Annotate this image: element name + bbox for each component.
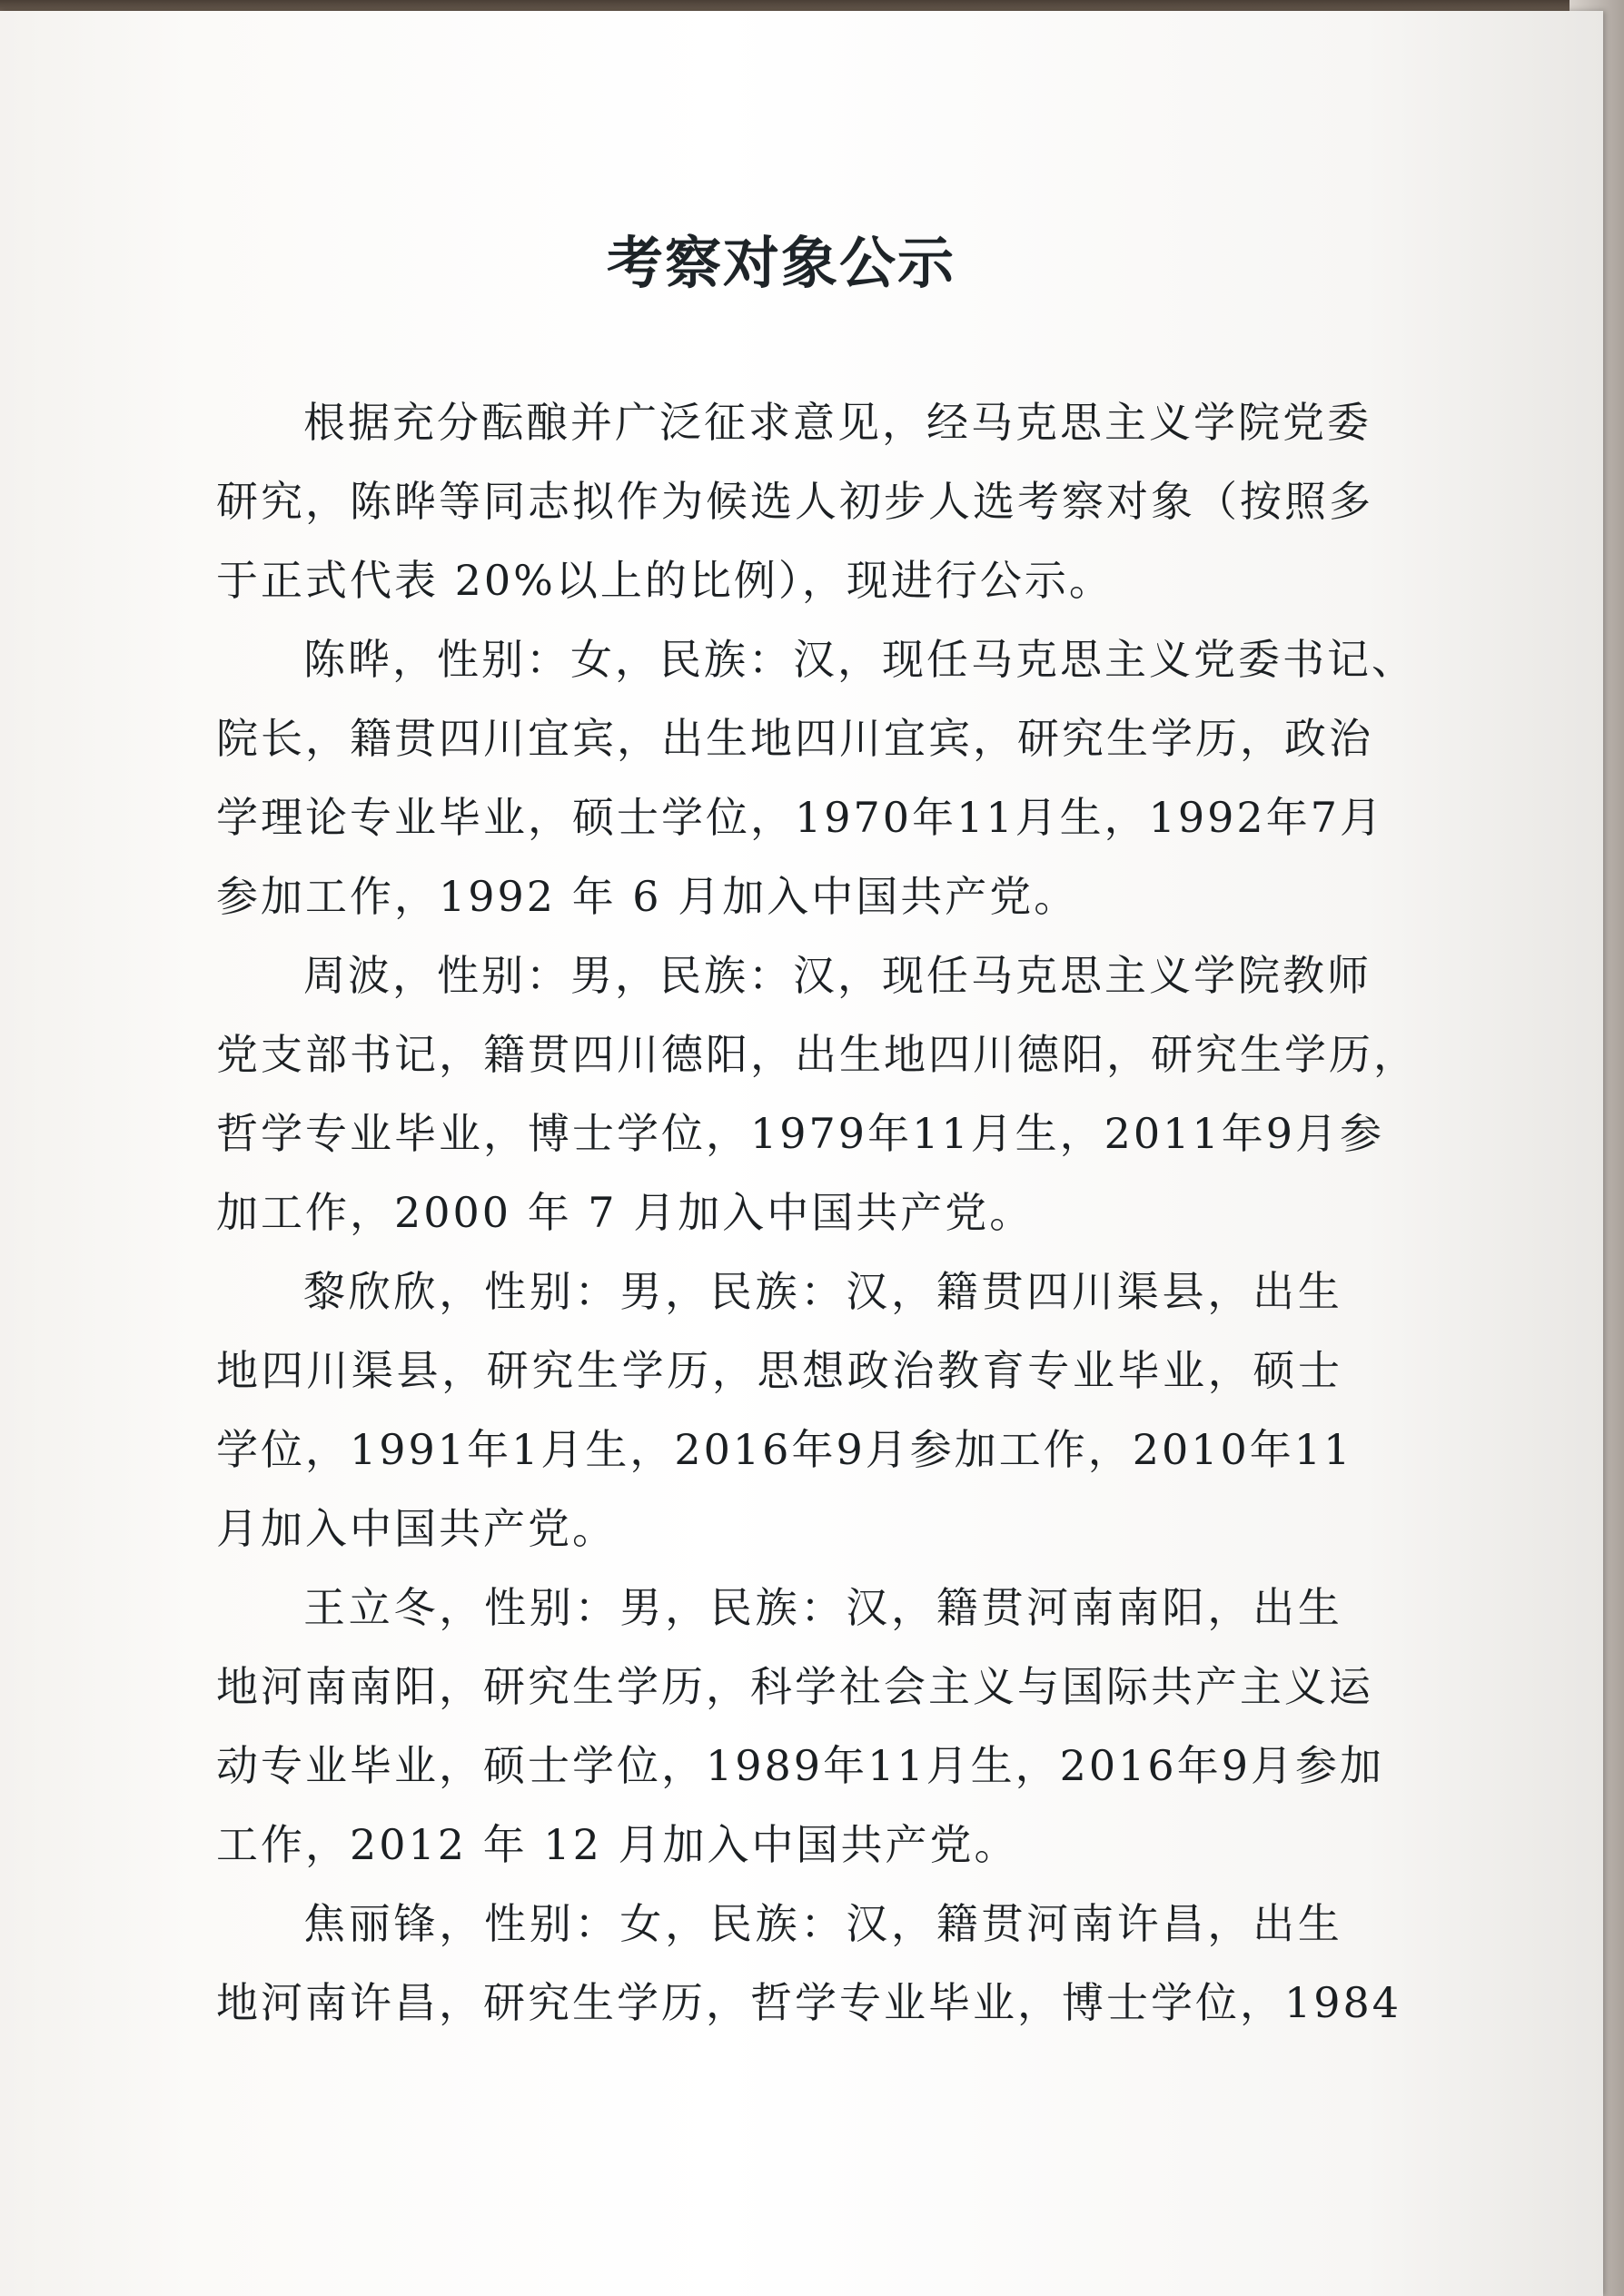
- page-title: 考察对象公示: [606, 230, 956, 296]
- text-line: 月加入中国共产党。: [216, 1504, 617, 1553]
- text-line: 焦 丽 锋 ， 性 别 ： 女 ， 民 族 ： 汉 ， 籍 贯 河 南 许 昌 ， 出 生: [303, 1899, 1342, 1948]
- text-line: 王 立 冬 ， 性 别 ： 男 ， 民 族 ： 汉 ， 籍 贯 河 南 南 阳 ， 出 生: [303, 1583, 1342, 1632]
- text-line: 学 位 ， 1991 年 1 月 生 ， 2016 年 9 月 参 加 工 作 ， 2010 年 11: [216, 1425, 1353, 1474]
- text-line: 党 支 部 书 记 ， 籍 贯 四 川 德 阳 ， 出 生 地 四 川 德 阳 ， 研 究 生 学 历 ，: [216, 1030, 1418, 1079]
- paragraph: [216, 1569, 1384, 1885]
- text-line: 黎 欣 欣 ， 性 别 ： 男 ， 民 族 ： 汉 ， 籍 贯 四 川 渠 县 ， 出 生: [303, 1267, 1342, 1316]
- text-line: 于正式代表 20%以上的比例），现进行公示。: [216, 556, 1114, 605]
- text-line: 工作，2012 年 12 月加入中国共产党。: [216, 1820, 1019, 1869]
- text-line: 哲 学 专 业 毕 业 ， 博 士 学 位 ， 1979 年 11 月 生 ， 2011 年 9 月 参: [216, 1109, 1384, 1158]
- text-line: 加工作，2000 年 7 月加入中国共产党。: [216, 1188, 1035, 1237]
- text-line: 地 河 南 南 阳 ， 研 究 生 学 历 ， 科 学 社 会 主 义 与 国 际 共 产 主 义 运: [216, 1662, 1373, 1711]
- text-line: 参加工作，1992 年 6 月加入中国共产党。: [216, 872, 1079, 921]
- text-line: 学 理 论 专 业 毕 业 ， 硕 士 学 位 ， 1970 年 11 月 生 ， 1992 年 7 月: [216, 793, 1384, 842]
- paragraph: [216, 620, 1416, 936]
- text-line: 动 专 业 毕 业 ， 硕 士 学 位 ， 1989 年 11 月 生 ， 2016 年 9 月 参 加: [216, 1741, 1384, 1790]
- text-line: 周 波 ， 性 别 ： 男 ， 民 族 ： 汉 ， 现 任 马 克 思 主 义 学 院 教 师: [303, 951, 1371, 1000]
- text-line: 地 河 南 许 昌 ， 研 究 生 学 历 ， 哲 学 专 业 毕 业 ， 博 士 学 位 ， 1984: [216, 1978, 1402, 2027]
- text-line: 陈 晔 ， 性 别 ： 女 ， 民 族 ： 汉 ， 现 任 马 克 思 主 义 党 委 书 记 、: [303, 635, 1416, 684]
- paragraph: [216, 383, 1373, 620]
- paragraph: [216, 1252, 1353, 1569]
- paragraph: [216, 1885, 1402, 2043]
- document-sheet: [0, 11, 1603, 2296]
- text-line: 地 四 川 渠 县 ， 研 究 生 学 历 ， 思 想 政 治 教 育 专 业 毕 业 ， 硕 士: [216, 1346, 1342, 1395]
- document-body: [216, 383, 1418, 2043]
- text-line: 院 长 ， 籍 贯 四 川 宜 宾 ， 出 生 地 四 川 宜 宾 ， 研 究 生 学 历 ， 政 治: [216, 714, 1373, 763]
- text-line: 研 究 ， 陈 晔 等 同 志 拟 作 为 候 选 人 初 步 人 选 考 察 对 象 （ 按 照 多: [216, 477, 1373, 526]
- text-line: 根 据 充 分 酝 酿 并 广 泛 征 求 意 见 ， 经 马 克 思 主 义 学 院 党 委: [303, 398, 1371, 447]
- paragraph: [216, 936, 1418, 1252]
